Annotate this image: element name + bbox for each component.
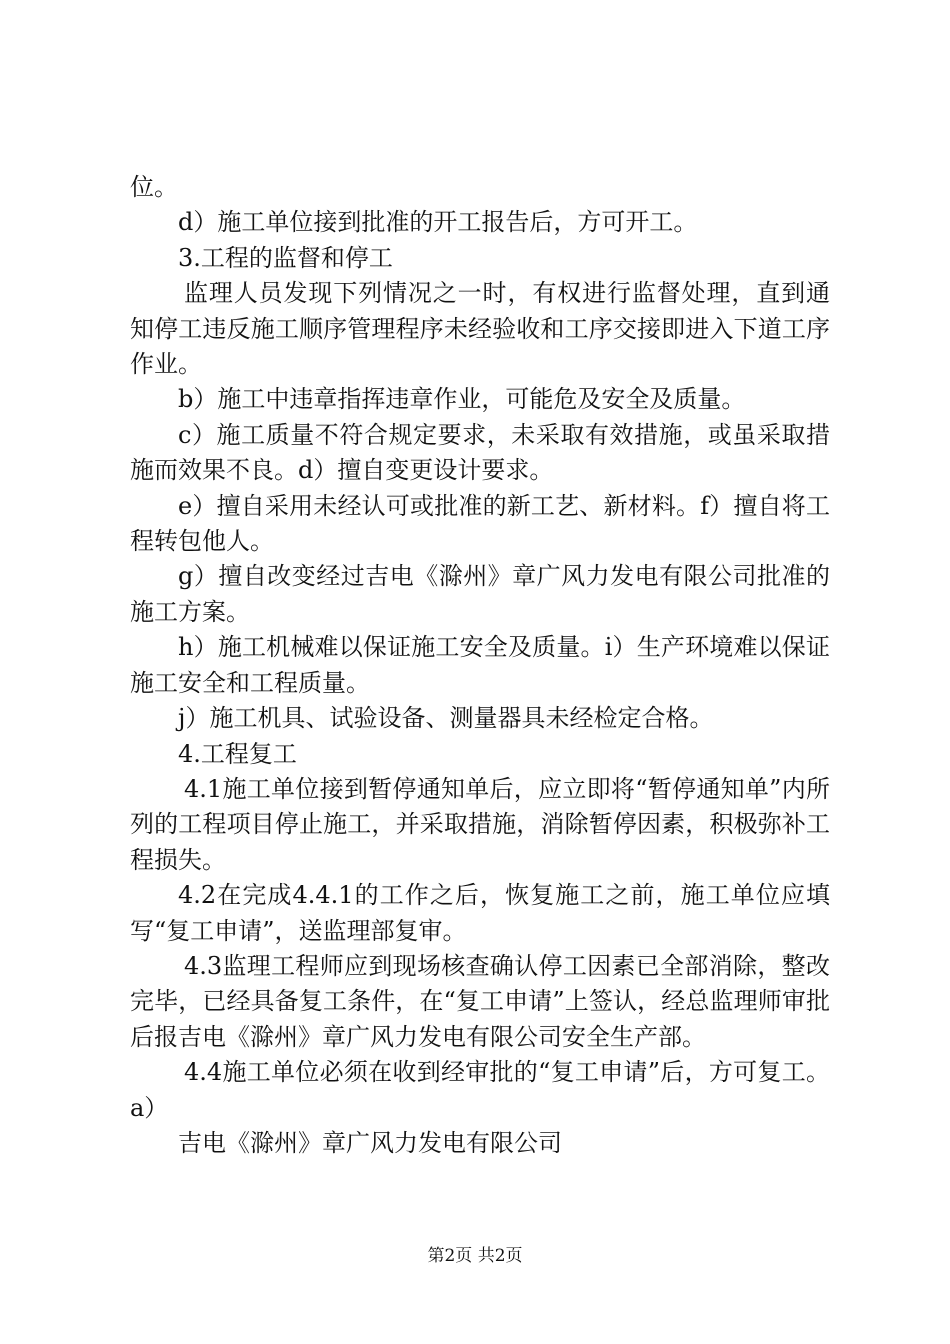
page-number-label: 第2页 共2页 (427, 1246, 523, 1266)
paragraph-1: 位。 (130, 173, 178, 201)
section-heading-3: 3.工程的监督和停工 (178, 243, 393, 272)
paragraph-5: b）施工中违章指挥违章作业，可能危及安全及质量。 (178, 385, 746, 414)
paragraph-9: h）施工机械难以保证施工安全及质量。i）生产环境难以保证施工安全和工程质量。 (130, 633, 830, 697)
paragraph-8: g）擅自改变经过吉电《滁州》章广风力发电有限公司批准的施工方案。 (130, 562, 830, 626)
paragraph-4-3: 4.3监理工程师应到现场核查确认停工因素已全部消除，整改完毕，已经具备复工条件，在“复工申请”上签认，经总监理师审批后报吉电《滁州》章广风力发电有限公司安全生产部。 (130, 951, 830, 1051)
paragraph-7: e）擅自采用未经认可或批准的新工艺、新材料。f）擅自将工程转包他人。 (130, 491, 830, 556)
page-footer (0, 1241, 950, 1266)
paragraph-2: d）施工单位接到批准的开工报告后，方可开工。 (178, 208, 698, 237)
paragraph-4-2: 4.2在完成4.4.1的工作之后，恢复施工之前，施工单位应填写“复工申请”，送监理部复审。 (130, 881, 830, 945)
section-heading-4: 4.工程复工 (178, 739, 297, 768)
paragraph-4-1: 4.1施工单位接到暂停通知单后，应立即将“暂停通知单”内所列的工程项目停止施工，并采取措施，消除暂停因素，积极弥补工程损失。 (130, 774, 830, 874)
paragraph-10: j）施工机具、试验设备、测量器具未经检定合格。 (178, 704, 714, 733)
document-body (130, 170, 830, 1161)
paragraph-6: c）施工质量不符合规定要求，未采取有效措施，或虽采取措施而效果不良。d）擅自变更设计要求。 (130, 420, 830, 485)
paragraph-4-4: 4.4施工单位必须在收到经审批的“复工申请”后，方可复工。a） (130, 1058, 830, 1122)
company-name: 吉电《滁州》章广风力发电有限公司 (178, 1128, 562, 1157)
paragraph-4: 监理人员发现下列情况之一时，有权进行监督处理，直到通知停工违反施工顺序管理程序未经验收和工序交接即进入下道工序作业。 (130, 279, 830, 379)
